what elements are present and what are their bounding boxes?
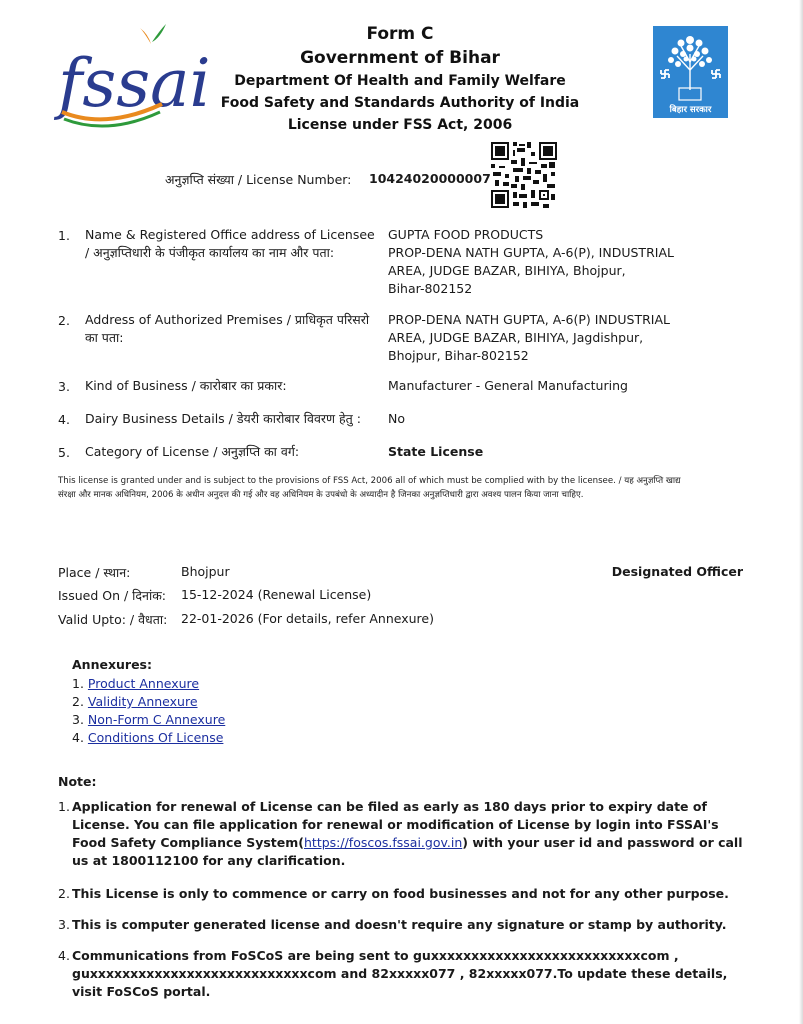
note-purpose: This License is only to commence or carry on food businesses and not for any other purpose. <box>72 886 729 901</box>
page-edge <box>799 0 803 1024</box>
premises-address-value: PROP-DENA NATH GUPTA, A-6(P) INDUSTRIAL AREA, JUDGE BAZAR, BIHIYA, Jagdishpur, Bhojpur, Bihar-802152 <box>388 312 670 363</box>
kind-of-business-label: Kind of Business / कारोबार का प्रकार: <box>85 378 287 393</box>
non-form-c-annexure-link[interactable]: Non-Form C Annexure <box>87 712 226 727</box>
note-number: 4. <box>58 948 70 963</box>
product-annexure-link[interactable]: Product Annexure <box>87 676 200 691</box>
note-number: 3. <box>58 917 70 932</box>
valid-upto-value: 22-01-2026 (For details, refer Annexure) <box>181 611 434 626</box>
item-number: 3. <box>58 379 70 394</box>
item-number: 5. <box>58 445 70 460</box>
svg-text:fssai: fssai <box>58 45 211 122</box>
dairy-business-label: Dairy Business Details / डेयरी कारोबार विवरण हेतु : <box>85 411 361 426</box>
issued-on-label: Issued On / दिनांक: <box>58 588 167 603</box>
note-number: 2. <box>58 886 70 901</box>
valid-upto-label: Valid Upto: / वैधता: <box>58 612 168 627</box>
licensee-name-label: Name & Registered Office address of Licensee / अनुज्ञप्तिधारी के पंजीकृत कार्यालय का नाम और पता: <box>85 227 375 260</box>
foscos-link[interactable]: https://foscos.fssai.gov.in <box>304 835 463 850</box>
note-number: 1. <box>58 799 70 814</box>
note-communications: Communications from FoSCoS are being sent to guxxxxxxxxxxxxxxxxxxxxxxxxxxcom , guxxxxxxxxxxxxxxxxxxxxxxxxxxxcom and 82xxxxx077 , 82xxxxx077.To update these details, visit FoSCoS portal. <box>72 948 728 999</box>
annexure-item: 4. Conditions Of License <box>72 730 224 745</box>
svg-text:बिहार सरकार: बिहार सरकार <box>669 105 712 115</box>
place-value: Bhojpur <box>181 564 230 579</box>
license-category-value: State License <box>388 444 484 459</box>
annexure-item: 2. Validity Annexure <box>72 694 198 709</box>
licensee-name-value: GUPTA FOOD PRODUCTS PROP-DENA NATH GUPTA, A-6(P), INDUSTRIAL AREA, JUDGE BAZAR, BIHIYA, Bhojpur, Bihar-802152 <box>388 227 674 296</box>
note-computer-generated: This is computer generated license and doesn't require any signature or stamp by authority. <box>72 917 727 932</box>
bihar-government-logo <box>653 26 728 118</box>
validity-annexure-link[interactable]: Validity Annexure <box>87 694 198 709</box>
license-number-value: 10424020000007 <box>369 171 491 186</box>
item-number: 1. <box>58 228 70 243</box>
note-renewal: Application for renewal of License can be filed as early as 180 days prior to expiry date of License. You can file application for renewal or modification of License by login into FSSAI's Food Safety Compliance System(https://foscos.fssai.gov.in) with your user id and password or call us at 1800112100 for any clarification. <box>72 799 743 868</box>
license-category-label: Category of License / अनुज्ञप्ति का वर्ग: <box>85 444 300 459</box>
issued-on-value: 15-12-2024 (Renewal License) <box>181 587 372 602</box>
place-label: Place / स्थान: <box>58 565 131 580</box>
form-title: Form C <box>366 24 434 44</box>
act-title: License under FSS Act, 2006 <box>287 117 513 133</box>
license-disclaimer: This license is granted under and is subject to the provisions of FSS Act, 2006 all of which must be complied with by the licensee. / यह अनुज्ञप्ति खाद्य संरक्षा और मानक अधिनियम, 2006 के अधीन अनुदत्त की गई और वह अधिनियम के उपबंधो के अध्यादीन है जिनका अनुज्ञप्तिधारी द्वारा अवश्य पालन किया जाना चाहिए. <box>58 476 681 500</box>
department-title: Department Of Health and Family Welfare <box>234 73 566 89</box>
dairy-business-value: No <box>388 411 405 426</box>
qr-code <box>491 142 557 208</box>
authority-title: Food Safety and Standards Authority of India <box>220 95 580 111</box>
item-number: 4. <box>58 412 70 427</box>
license-number-label: अनुज्ञप्ति संख्या / License Number: <box>165 172 352 187</box>
annexures-title: Annexures: <box>72 657 152 672</box>
conditions-of-license-link[interactable]: Conditions Of License <box>87 730 224 745</box>
fssai-logo <box>56 20 211 126</box>
annexure-item: 1. Product Annexure <box>72 676 200 691</box>
item-number: 2. <box>58 313 70 328</box>
government-title: Government of Bihar <box>300 48 500 68</box>
note-title: Note: <box>58 774 97 789</box>
kind-of-business-value: Manufacturer - General Manufacturing <box>388 378 628 393</box>
designated-officer: Designated Officer <box>611 564 743 579</box>
premises-address-label: Address of Authorized Premises / प्राधिकृत परिसरो का पता: <box>85 312 370 345</box>
annexure-item: 3. Non-Form C Annexure <box>72 712 226 727</box>
